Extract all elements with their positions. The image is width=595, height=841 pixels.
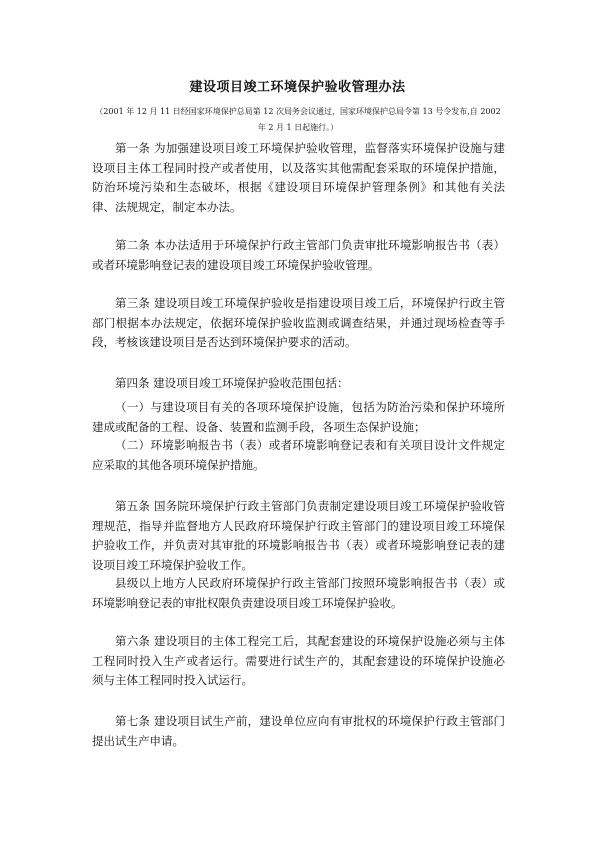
- article-4-item-2: （二）环境影响报告书（表）或者环境影响登记表和有关项目设计文件规定应采取的其他各项环境保护措施。: [92, 438, 505, 472]
- article-7: 第七条 建设项目试生产前，建设单位应向有审批权的环境保护行政主管部门提出试生产申请。: [92, 714, 505, 748]
- document-title: 建设项目竣工环境保护验收管理办法: [189, 80, 406, 95]
- article-4: 第四条 建设项目竣工环境保护验收范围包括：: [115, 376, 349, 390]
- article-5-paragraph-2: 县级以上地方人民政府环境保护行政主管部门按照环境影响报告书（表）或环境影响登记表的审批权限负责建设项目竣工环境保护验收。: [92, 576, 505, 610]
- document-subtitle: （2001 年 12 月 11 日经国家环境保护总局第 12 次局务会议通过，国家环境保护总局令第 13 号令发布,自 2002 年 2 月 1 日起施行。）: [95, 107, 501, 132]
- article-5: 第五条 国务院环境保护行政主管部门负责制定建设项目竣工环境保护验收管理规范，指导并监督地方人民政府环境保护行政主管部门的建设项目竣工环境保护验收工作，并负责对其审批的环境影响报告书（表）或者环境影响登记表的建设项目竣工环境保护验收工作。: [92, 499, 505, 572]
- article-2: 第二条 本办法适用于环境保护行政主管部门负责审批环境影响报告书（表）或者环境影响登记表的建设项目竣工环境保护验收管理。: [92, 238, 505, 272]
- article-1: 第一条 为加强建设项目竣工环境保护验收管理，监督落实环境保护设施与建设项目主体工程同时投产或者使用，以及落实其他需配套采取的环境保护措施，防治环境污染和生态破坏，根据《建设项目环境保护管理条例》和其他有关法律、法规规定，制定本办法。: [92, 141, 505, 214]
- article-4-item-1: （一）与建设项目有关的各项环境保护设施，包括为防治污染和保护环境所建成或配备的工程、设备、装置和监测手段，各项生态保护设施；: [92, 400, 505, 434]
- article-3: 第三条 建设项目竣工环境保护验收是指建设项目竣工后，环境保护行政主管部门根据本办法规定，依据环境保护验收监测或调查结果，并通过现场检查等手段，考核该建设项目是否达到环境保护要求的活动。: [92, 296, 505, 349]
- article-6: 第六条 建设项目的主体工程完工后，其配套建设的环境保护设施必须与主体工程同时投入生产或者运行。需要进行试生产的，其配套建设的环境保护设施必须与主体工程同时投入试运行。: [92, 634, 505, 687]
